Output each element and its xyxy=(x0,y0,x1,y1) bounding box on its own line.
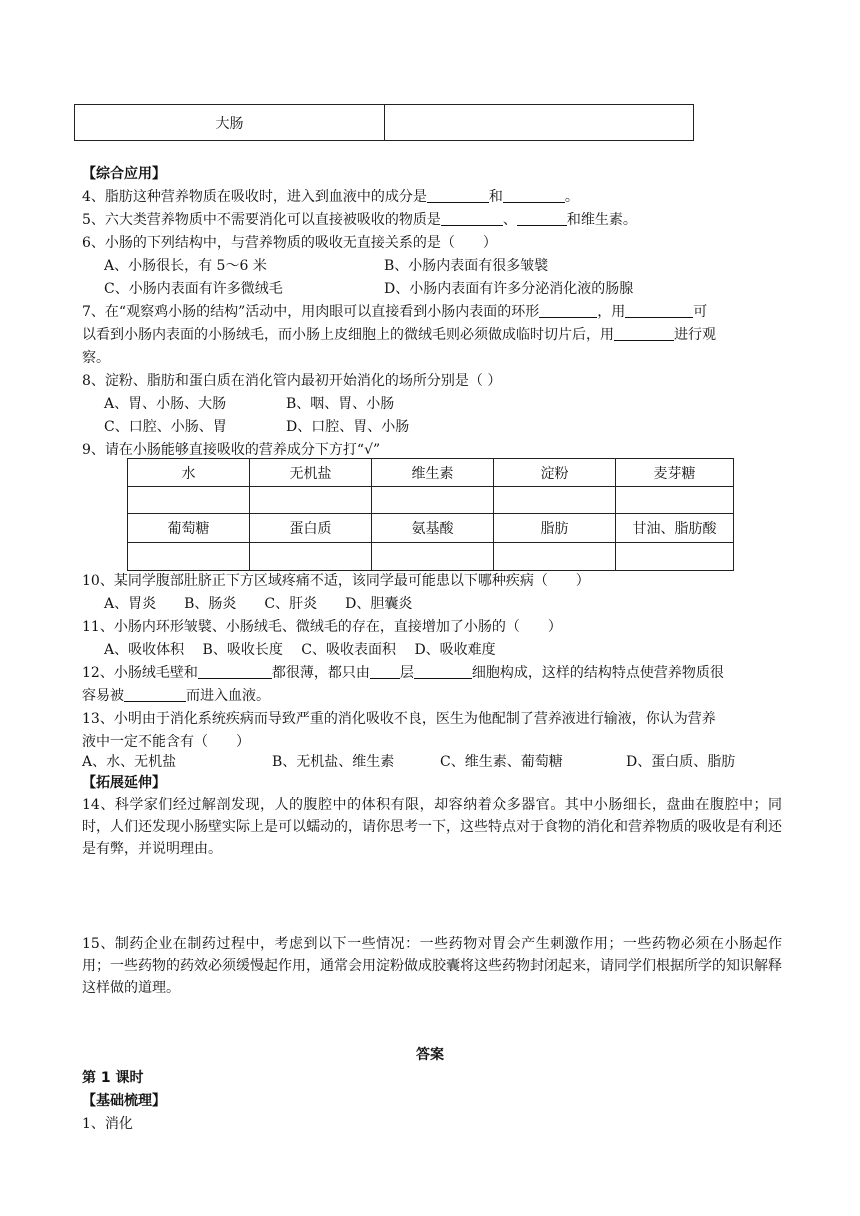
question-9-stem: 9、请在小肠能够直接吸收的营养成分下方打“√” xyxy=(82,442,381,458)
q11-options: A、吸收体积 B、吸收长度 C、吸收表面积 D、吸收难度 xyxy=(104,642,496,658)
table-cell-large-intestine: 大肠 xyxy=(75,105,385,141)
q9-check-cell[interactable] xyxy=(372,487,494,514)
q9-check-cell[interactable] xyxy=(616,487,734,514)
question-7-line-1 xyxy=(82,302,707,322)
q9-cell-vitamin: 维生素 xyxy=(372,459,494,487)
q8-option-a: A、胃、小肠、大肠 xyxy=(104,396,227,412)
q4-text-b: 和 xyxy=(488,189,503,205)
q9-cell-fat: 脂肪 xyxy=(494,514,616,543)
q7-text-2b: 进行观 xyxy=(674,327,716,343)
q4-blank-2[interactable] xyxy=(503,188,565,203)
section-extension: 【拓展延伸】 xyxy=(82,775,166,791)
q9-cell-glycerol-fatty-acid: 甘油、脂肪酸 xyxy=(616,514,734,543)
question-12-line-2 xyxy=(82,686,270,706)
q5-text-b: 、 xyxy=(502,212,517,228)
q12-blank-2[interactable] xyxy=(370,664,400,679)
q9-cell-maltose: 麦芽糖 xyxy=(616,459,734,487)
q12-text-2b: 而进入血液。 xyxy=(186,688,270,704)
q12-blank-3[interactable] xyxy=(414,664,472,679)
q9-check-cell[interactable] xyxy=(128,487,250,514)
table-cell-empty xyxy=(385,105,694,141)
q8-option-b: B、咽、胃、小肠 xyxy=(286,396,395,412)
q12-blank-1[interactable] xyxy=(198,664,272,679)
answers-title: 答案 xyxy=(416,1047,444,1063)
question-7-line-2 xyxy=(82,325,716,345)
question-13-line-2: 液中一定不能含有（ ） xyxy=(82,734,250,750)
q9-cell-protein: 蛋白质 xyxy=(250,514,372,543)
question-13-line-1: 13、小明由于消化系统疾病而导致严重的消化吸收不良，医生为他配制了营养液进行输液，你认为营养 xyxy=(82,711,716,727)
q7-text-1a: 7、在“观察鸡小肠的结构”活动中，用肉眼可以直接看到小肠内表面的环形 xyxy=(82,304,540,320)
q9-cell-glucose: 葡萄糖 xyxy=(128,514,250,543)
q7-text-1b: ，用 xyxy=(597,304,626,320)
q12-text-a: 12、小肠绒毛壁和 xyxy=(82,665,198,681)
question-4 xyxy=(82,187,579,207)
q6-option-d: D、小肠内表面有许多分泌消化液的肠腺 xyxy=(384,281,634,297)
q9-check-cell[interactable] xyxy=(616,543,734,571)
q6-option-c: C、小肠内表面有许多微绒毛 xyxy=(104,281,283,297)
question-14: 14、科学家们经过解剖发现，人的腹腔中的体积有限，却容纳着众多器官。其中小肠细长，盘曲在腹腔中；同时，人们还发现小肠壁实际上是可以蠕动的，请你思考一下，这些特点对于食物的消化和营养物质的吸收是有利还是有弊，并说明理由。 xyxy=(82,797,782,857)
q7-blank-3[interactable] xyxy=(614,326,674,341)
q5-blank-2[interactable] xyxy=(517,211,567,226)
q12-text-c: 层 xyxy=(399,665,414,681)
q10-options: A、胃炎 B、肠炎 C、肝炎 D、胆囊炎 xyxy=(104,596,413,612)
q7-text-2a: 以看到小肠内表面的小肠绒毛，而小肠上皮细胞上的微绒毛则必须做成临时切片后，用 xyxy=(82,327,614,343)
question-6-stem: 6、小肠的下列结构中，与营养物质的吸收无直接关系的是（ ） xyxy=(82,235,497,251)
q9-check-cell[interactable] xyxy=(250,543,372,571)
question-15: 15、制药企业在制药过程中，考虑到以下一些情况：一些药物对胃会产生刺激作用；一些药物必须在小肠起作用；一些药物的药效必须缓慢起作用，通常会用淀粉做成胶囊将这些药物封闭起来，请同学们根据所学的知识解释这样做的道理。 xyxy=(82,936,782,996)
q9-cell-starch: 淀粉 xyxy=(494,459,616,487)
question-10-stem: 10、某同学腹部肚脐正下方区域疼痛不适，该同学最可能患以下哪种疾病（ ） xyxy=(82,573,590,589)
q12-text-d: 细胞构成，这样的结构特点使营养物质很 xyxy=(471,665,724,681)
q5-text-a: 5、六大类营养物质中不需要消化可以直接被吸收的物质是 xyxy=(82,212,441,228)
q12-text-2a: 容易被 xyxy=(82,688,124,704)
q4-blank-1[interactable] xyxy=(427,188,489,203)
q9-check-cell[interactable] xyxy=(250,487,372,514)
q12-text-b: 都很薄，都只由 xyxy=(271,665,370,681)
q13-option-c: C、维生素、葡萄糖 xyxy=(440,754,563,770)
q9-check-cell[interactable] xyxy=(372,543,494,571)
q6-option-b: B、小肠内表面有很多皱襞 xyxy=(384,258,549,274)
question-8-stem: 8、淀粉、脂肪和蛋白质在消化管内最初开始消化的场所分别是（ ） xyxy=(82,373,502,389)
question-5 xyxy=(82,210,637,230)
q6-option-a: A、小肠很长，有 5～6 米 xyxy=(104,258,267,274)
q8-option-d: D、口腔、胃、小肠 xyxy=(286,419,410,435)
q9-cell-water: 水 xyxy=(128,459,250,487)
q13-option-b: B、无机盐、维生素 xyxy=(272,754,395,770)
q7-blank-2[interactable] xyxy=(625,303,693,318)
question-11-stem: 11、小肠内环形皱襞、小肠绒毛、微绒毛的存在，直接增加了小肠的（ ） xyxy=(82,619,562,635)
q12-blank-4[interactable] xyxy=(124,687,186,702)
section-comprehensive: 【综合应用】 xyxy=(82,166,166,182)
lesson-1-heading: 第 1 课时 xyxy=(82,1070,144,1086)
question-12-line-1 xyxy=(82,663,724,683)
answer-1: 1、消化 xyxy=(82,1116,133,1132)
q5-blank-1[interactable] xyxy=(441,211,503,226)
q4-text-a: 4、脂肪这种营养物质在吸收时，进入到血液中的成分是 xyxy=(82,189,427,205)
q5-text-c: 和维生素。 xyxy=(566,212,637,228)
q9-cell-amino-acid: 氨基酸 xyxy=(372,514,494,543)
q9-check-cell[interactable] xyxy=(128,543,250,571)
q9-cell-inorganic-salt: 无机盐 xyxy=(250,459,372,487)
top-table xyxy=(74,104,694,141)
q4-text-c: 。 xyxy=(564,189,579,205)
q8-option-c: C、口腔、小肠、胃 xyxy=(104,419,227,435)
q9-check-cell[interactable] xyxy=(494,543,616,571)
q13-option-a: A、水、无机盐 xyxy=(82,754,177,770)
q7-text-1c: 可 xyxy=(693,304,708,320)
question-7-line-3: 察。 xyxy=(82,350,110,366)
q7-blank-1[interactable] xyxy=(539,303,597,318)
q9-check-cell[interactable] xyxy=(494,487,616,514)
q9-nutrient-table xyxy=(127,458,734,571)
q13-option-d: D、蛋白质、脂肪 xyxy=(626,754,736,770)
section-basics: 【基础梳理】 xyxy=(82,1093,166,1109)
